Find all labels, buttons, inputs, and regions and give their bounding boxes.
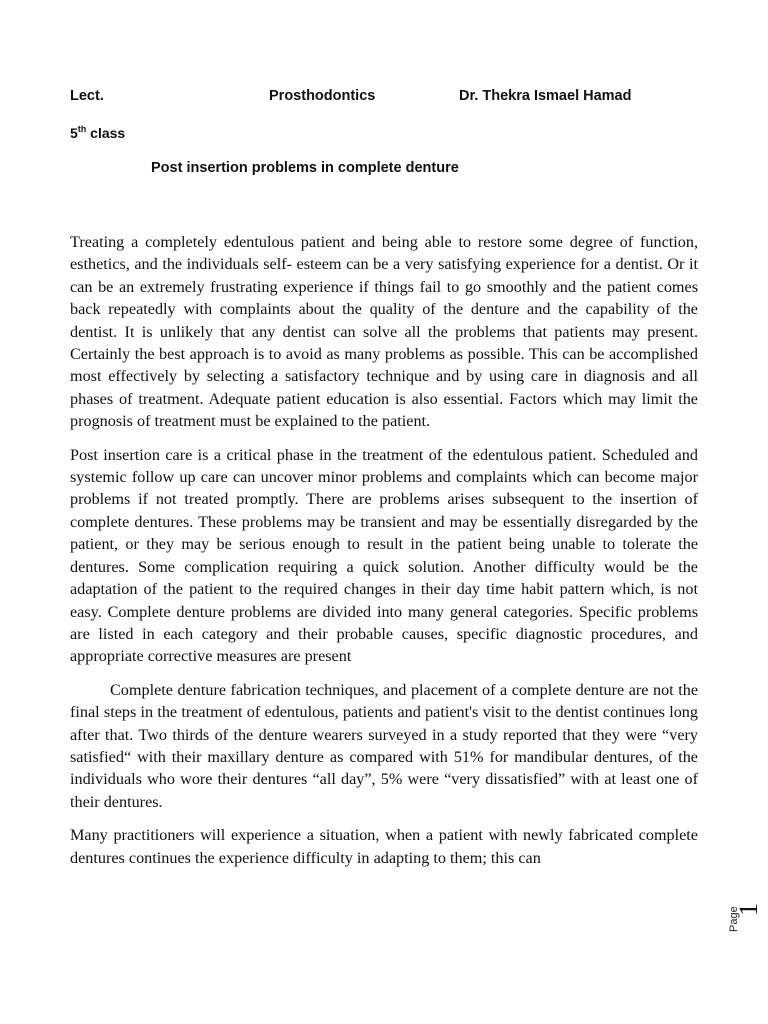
document-body bbox=[70, 231, 698, 880]
page-label: Page bbox=[728, 906, 740, 932]
page-number-footer bbox=[722, 888, 763, 938]
page-title: Post insertion problems in complete denture bbox=[151, 160, 459, 176]
lecturer-label: Lect. bbox=[70, 88, 104, 104]
paragraph-1: Treating a completely edentulous patient and being able to restore some degree of function, esthetics, and the individuals self- esteem can be a very satisfying experience for a dentist. Or it can be an extremely frustrating experience if things fail to go smoothly and the patient comes back repeatedly with complaints about the quality of the denture and the capability of the dentist. It is unlikely that any dentist can solve all the problems that patients may present. Certainly the best approach is to avoid as many problems as possible. This can be accomplished most effectively by selecting a satisfactory technique and by using care in diagnosis and all phases of treatment. Adequate patient education is also essential. Factors which may limit the prognosis of treatment must be explained to the patient. bbox=[70, 233, 698, 431]
author-label: Dr. Thekra Ismael Hamad bbox=[459, 88, 632, 104]
paragraph-4: Many practitioners will experience a situation, when a patient with newly fabricated complete dentures continues the experience difficulty in adapting to them; this can bbox=[70, 826, 698, 867]
paragraph-2: Post insertion care is a critical phase in the treatment of the edentulous patient. Scheduled and systemic follow up care can uncover minor problems and complaints which can become major problems if not treated promptly. There are problems arises subsequent to the insertion of complete dentures. These problems may be transient and may be essentially disregarded by the patient, or they may be serious enough to result in the patient being unable to tolerate the dentures. Some complication requiring a quick solution. Another difficulty would be the adaptation of the patient to the required changes in their day time habit pattern which, is not easy. Complete denture problems are divided into many general categories. Specific problems are listed in each category and their probable causes, specific diagnostic procedures, and appropriate corrective measures are present bbox=[70, 445, 698, 666]
class-label bbox=[70, 124, 125, 141]
class-word: class bbox=[86, 125, 126, 141]
page-number: 1 bbox=[734, 903, 763, 916]
document-header bbox=[70, 88, 670, 110]
subject-label: Prosthodontics bbox=[269, 88, 376, 104]
class-suffix: th bbox=[77, 124, 87, 134]
class-number: 5 bbox=[70, 125, 78, 141]
paragraph-3: Complete denture fabrication techniques, and placement of a complete denture are not the final steps in the treatment of edentulous, patients and patient's visit to the dentist continues long after that. Two thirds of the denture wearers surveyed in a study reported that they were “very satisfied“ with their maxillary denture as compared with 51% for mandibular dentures, of the individuals who wore their dentures “all day”, 5% were “very dissatisfied” with at least one of their dentures. bbox=[70, 680, 698, 811]
